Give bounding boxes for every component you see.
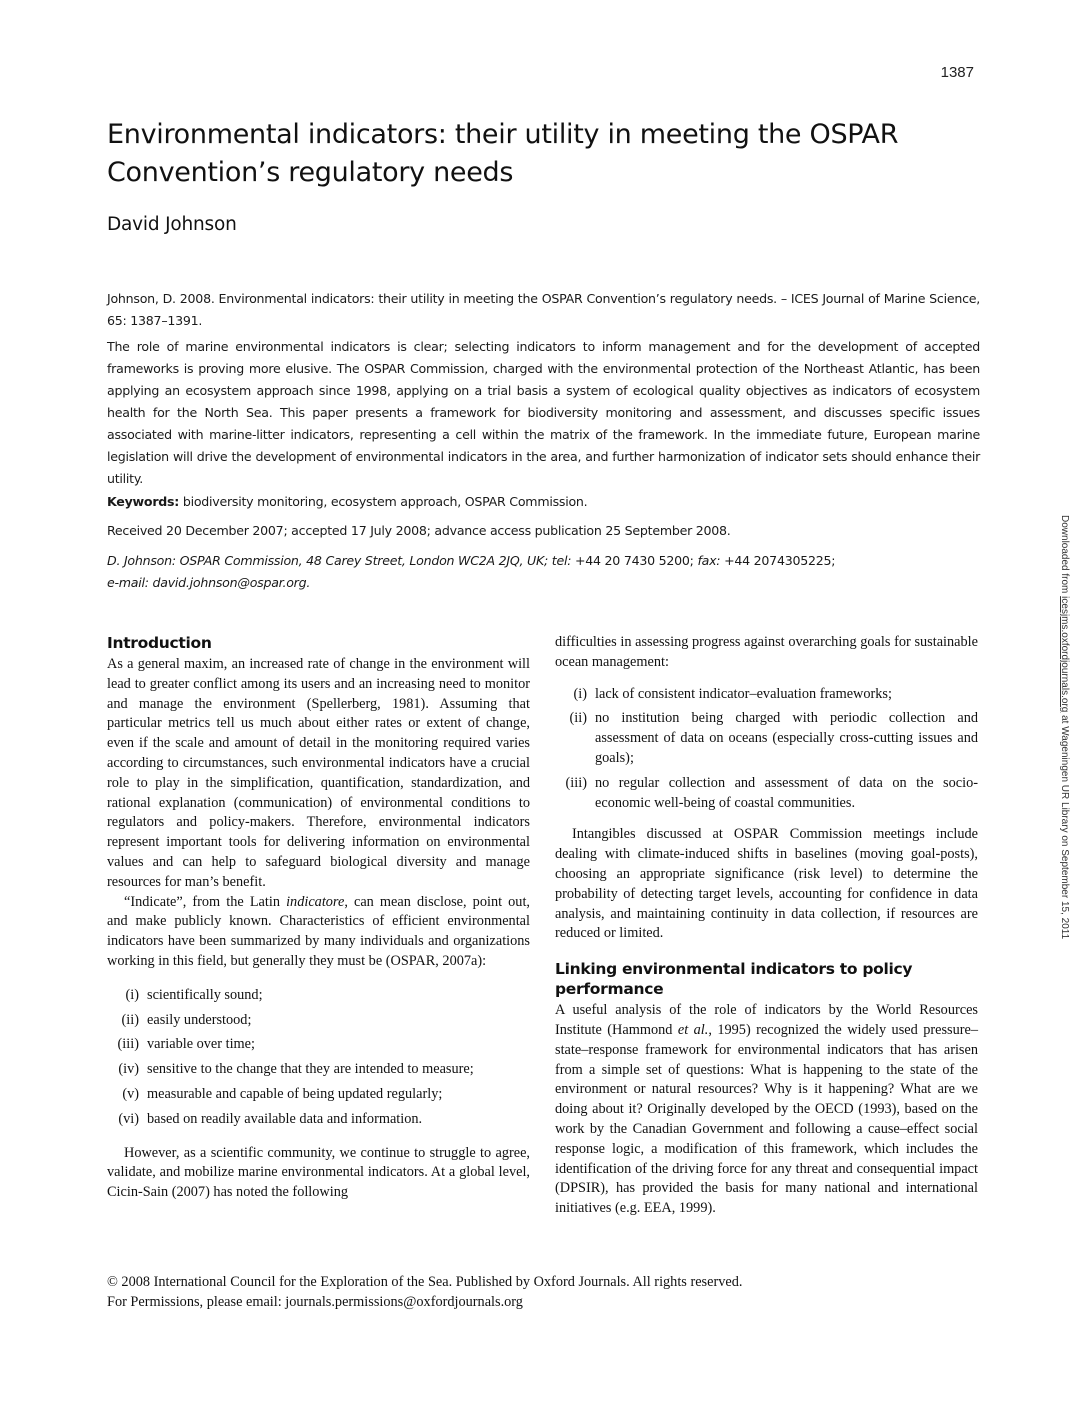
list-text: easily understood;: [147, 1011, 252, 1028]
article-title: Environmental indicators: their utility in meeting the OSPAR Convention’s regulatory needs: [107, 119, 899, 188]
right-p3-etal: et al.: [677, 1021, 709, 1038]
download-sidebar: [1052, 515, 1074, 1275]
list-item: [107, 1060, 530, 1080]
difficulties-list: [555, 685, 978, 814]
characteristics-list: [107, 986, 530, 1130]
list-number: (iv): [118, 1061, 139, 1078]
list-text: variable over time;: [147, 1036, 255, 1053]
list-item: [555, 685, 978, 705]
permissions-line: For Permissions, please email: journals.permissions@oxfordjournals.org: [107, 1293, 523, 1310]
address-fax: +44 2074305225;: [724, 553, 836, 568]
download-prefix: Downloaded from: [1059, 515, 1070, 597]
list-number: (ii): [121, 1011, 139, 1028]
list-number: (iii): [117, 1036, 139, 1053]
copyright-line: © 2008 International Council for the Exploration of the Sea. Published by Oxford Journals. All rights reserved.: [107, 1274, 743, 1290]
list-item: [107, 1035, 530, 1055]
abstract: The role of marine environmental indicators is clear; selecting indicators to inform management and for the development of accepted frameworks is proving more elusive. The OSPAR Commission, charged with the environmental protection of the Northeast Atlantic, has been applying an ecosystem approach since 1998, applying on a trial basis a system of ecological quality objectives as indicators of ecosystem health for the North Sea. This paper presents a framework for biodiversity monitoring and assessment, and discusses specific issues associated with marine-litter indicators, representing a cell within the matrix of the framework. In the immediate future, European marine legislation will drive the development of environmental indicators in the area, and further harmonization of indicator sets should enhance their utility.: [107, 339, 980, 486]
address-fax-label: fax:: [697, 553, 721, 568]
right-p3-text-b: , 1995) recognized the widely used pressure–state–response framework for environmental indicators that has arisen from a simple set of questions: What is happening to the state of the environment or natural resources? Why is it happening? What are we doing about it? Originally developed by the OECD (1993), based on the work by the Canadian Government and following a cause–effect social response logic, a modification of this framework, which includes the identification of the driving force for any threat and consequential impact (DPSIR), has provided the basis for many national and international initiatives (e.g. EEA, 1999).: [555, 1021, 978, 1217]
list-text: based on readily available data and information.: [147, 1110, 423, 1127]
page-number: 1387: [940, 64, 974, 81]
intro-paragraph-2: [107, 893, 530, 972]
list-item: [107, 1085, 530, 1105]
linking-indicators-heading: Linking environmental indicators to policy performance: [555, 960, 913, 999]
address-email: e-mail: david.johnson@ospar.org.: [107, 575, 311, 590]
list-text: measurable and capable of being updated regularly;: [147, 1085, 443, 1102]
author-name: David Johnson: [107, 214, 237, 235]
list-number: (ii): [569, 710, 587, 727]
list-number: (vi): [118, 1110, 139, 1127]
address-tel: +44 20 7430 5200;: [574, 553, 694, 568]
list-text: sensitive to the change that they are intended to measure;: [147, 1061, 474, 1078]
intro-paragraph-1: As a general maxim, an increased rate of change in the environment will lead to greater conflict among its users and an increasing need to monitor and manage the environment (Spellerberg, 1981). Assuming that particular metrics tell us much about either rates or extent of change, even if the scale and amount of detail in the monitoring required varies according to circumstances, such environmental indicators have a crucial role to play in the simplification, quantification, standardization, and rational explanation (communication) of environmental conditions to regulators and policy-makers. Therefore, environmental indicators represent important tools for delivering information on environmental values and can help to safeguard biological diversity and manage resources for man’s benefit.: [107, 656, 530, 890]
keywords-text: biodiversity monitoring, ecosystem approach, OSPAR Commission.: [182, 494, 588, 509]
citation: Johnson, D. 2008. Environmental indicators: their utility in meeting the OSPAR Convention’s regulatory needs. – ICES Journal of Marine Science, 65: 1387–1391.: [107, 291, 980, 328]
right-paragraph-3: [555, 1001, 978, 1219]
intro-p2-text-a: “Indicate”, from the Latin: [124, 893, 287, 910]
list-text: no regular collection and assessment of data on the socio-economic well-being of coastal communities.: [595, 774, 978, 811]
keywords-label: Keywords:: [107, 494, 180, 509]
list-item: [107, 986, 530, 1006]
received-dates: Received 20 December 2007; accepted 17 July 2008; advance access publication 25 September 2008.: [107, 523, 731, 538]
list-number: (iii): [565, 774, 587, 791]
list-text: scientifically sound;: [147, 986, 263, 1003]
address-line: D. Johnson: OSPAR Commission, 48 Carey Street, London WC2A 2JQ, UK; tel:: [107, 553, 572, 568]
list-text: no institution being charged with periodic collection and assessment of data on oceans (especially cross-cutting issues and goals);: [595, 710, 978, 766]
copyright-footer: [107, 1273, 907, 1312]
right-paragraph-1: difficulties in assessing progress against overarching goals for sustainable ocean management:: [555, 634, 978, 670]
list-item: [107, 1110, 530, 1130]
list-item: [555, 709, 978, 768]
download-notice: [1059, 515, 1070, 939]
introduction-heading: Introduction: [107, 634, 212, 652]
journal-link[interactable]: icesjms.oxfordjournals.org: [1059, 596, 1070, 713]
intro-p2-text-b: , can mean disclose, point out, and make publicly known. Characteristics of efficient environmental indicators have been summarized by many individuals and organizations working in this field, but generally they must be (OSPAR, 2007a):: [107, 893, 530, 969]
list-number: (i): [125, 986, 139, 1003]
keywords: [107, 491, 980, 513]
right-column: [555, 633, 978, 1219]
right-paragraph-2: Intangibles discussed at OSPAR Commission meetings include dealing with climate-induced shifts in baselines (moving goal-posts), choosing an appropriate significance (risk level) to determine the probability of detecting target levels, accounting for confidence in data analysis, and maintaining continuity in data collection, if resources are reduced or limited.: [555, 826, 978, 942]
list-number: (v): [122, 1085, 139, 1102]
list-number: (i): [573, 685, 587, 702]
right-p3-text-a: A useful analysis of the role of indicators by the World Resources Institute (Hammond: [555, 1002, 978, 1038]
left-column: [107, 633, 530, 1203]
intro-p2-latin: indicatore: [286, 893, 345, 910]
intro-paragraph-3: However, as a scientific community, we continue to struggle to agree, validate, and mobilize marine environmental indicators. At a global level, Cicin-Sain (2007) has noted the following: [107, 1144, 530, 1201]
list-text: lack of consistent indicator–evaluation frameworks;: [595, 685, 892, 702]
author-address: [107, 550, 980, 594]
list-item: [107, 1011, 530, 1031]
list-item: [555, 774, 978, 814]
download-suffix: at Wageningen UR Library on September 15, 2011: [1059, 712, 1070, 940]
